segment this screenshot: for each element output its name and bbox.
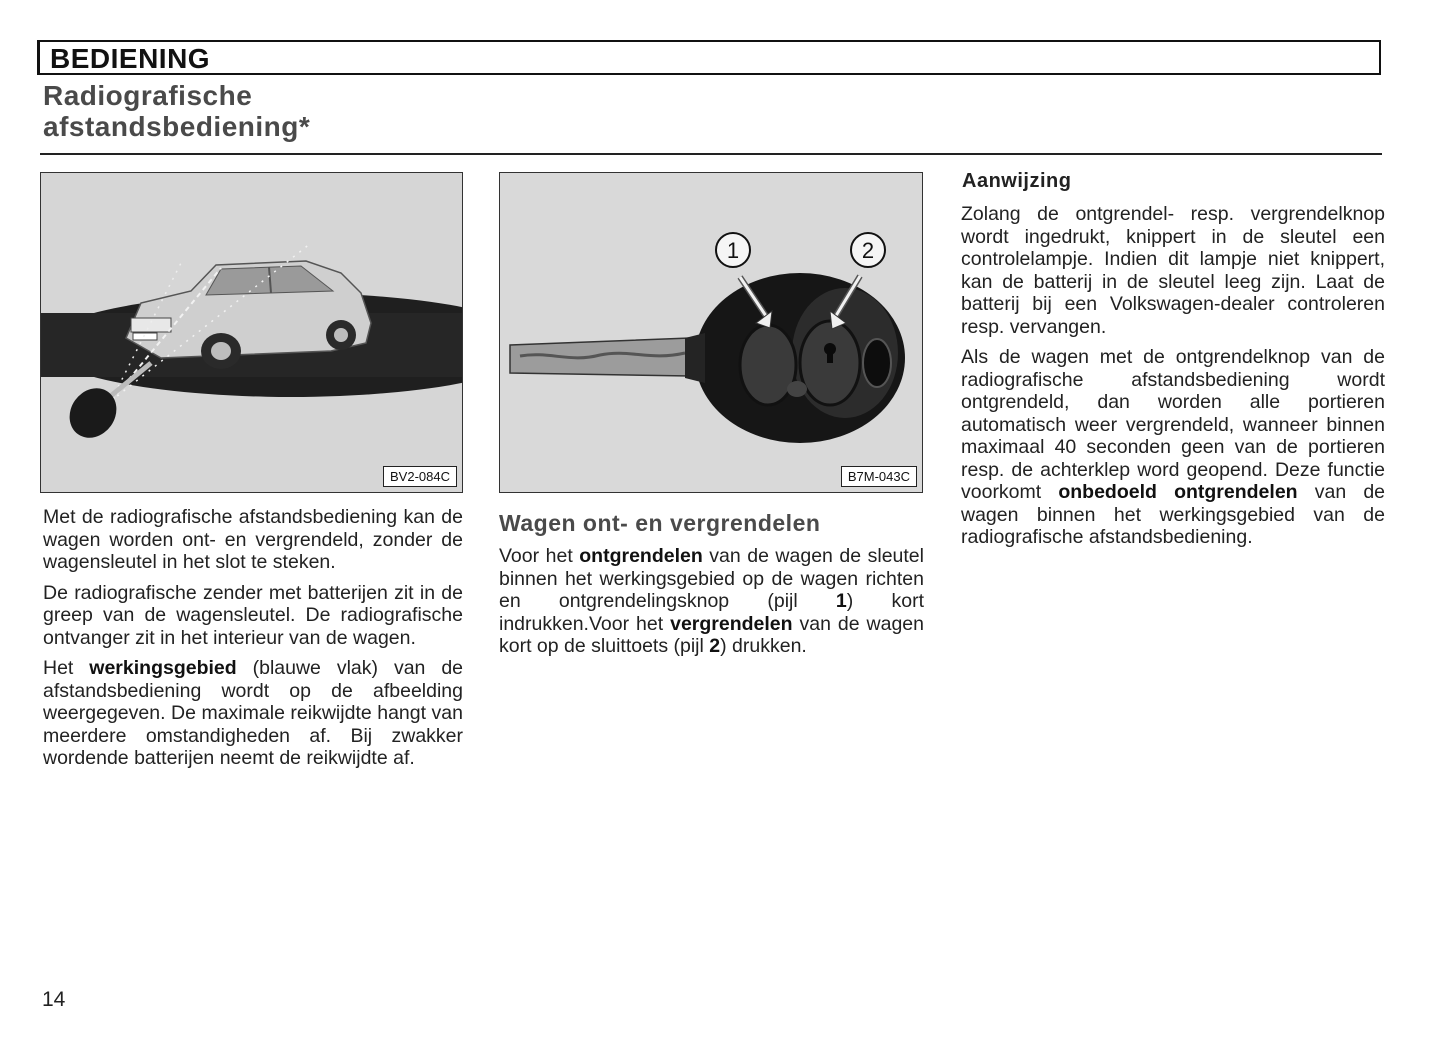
middle-text-column xyxy=(499,545,924,666)
key-illustration xyxy=(500,173,922,492)
callout-2-label: 2 xyxy=(861,238,875,263)
mid-bold-unlock: ontgrendelen xyxy=(579,545,703,567)
section-heading-locking: Wagen ont- en vergrendelen xyxy=(499,510,821,536)
section-header-title: BEDIENING xyxy=(50,43,211,74)
mid-text-b: van de wagen de sleutel binnen het werkingsgebied op de wagen richten en ontgrendelingsknop (pijl xyxy=(499,545,924,612)
figure-code-mid: B7M-043C xyxy=(841,466,917,487)
right-p2-text-b: van de wagen binnen het werkingsgebied van de radiografische afstandsbediening. xyxy=(961,481,1386,548)
page-number: 14 xyxy=(42,988,66,1011)
note-heading: Aanwijzing xyxy=(962,170,1072,192)
mid-arrow-num-1: 1 xyxy=(835,590,847,612)
mid-bold-lock: vergrendelen xyxy=(670,612,793,635)
page-title-line1: Radiografische xyxy=(43,80,253,111)
page-title-line2: afstandsbediening* xyxy=(43,111,311,142)
right-paragraph-1: Zolang de ontgrendel- resp. vergrendelknop wordt ingedrukt, knippert in de sleutel een controlelampje. Indien dit lampje niet knippert, kan de batterij in de sleutel leeg zijn. Laat de batterij bij een Volkswagen-dealer controleren resp. vervangen. xyxy=(961,203,1385,338)
left-p3-text-a: Het xyxy=(43,657,90,679)
left-p3-text-b: (blauwe vlak) van de afstandsbediening wordt op de afbeelding weergegeven. De maximale reikwijdte hangt van meerdere omstandigheden af. Bij zwakker wordende batterijen neemt de reikwijdte af. xyxy=(43,657,464,769)
right-paragraph-2 xyxy=(961,346,1385,549)
figure-car-range xyxy=(40,172,463,493)
middle-paragraph-1 xyxy=(499,545,924,658)
mid-text-d: van de wagen kort op de sluittoets (pijl xyxy=(499,612,924,657)
section-header-box xyxy=(37,40,1381,75)
right-p2-bold: onbedoeld ontgrendelen xyxy=(1058,481,1298,503)
mid-text-e: ) drukken. xyxy=(720,635,807,657)
car-range-illustration xyxy=(41,173,462,492)
callout-1-label: 1 xyxy=(726,238,740,263)
right-p2-text-a: Als de wagen met de ontgrendelknop van de radiografische afstandsbediening wordt ontgrendeld, dan worden alle portieren automatisch weer vergrendeld, wanneer binnen maximaal 40 seconden geen van de portieren resp. de achterklep word geopend. Deze functie voorkomt xyxy=(961,346,1385,503)
left-paragraph-2: De radiografische zender met batterijen zit in de greep van de wagensleutel. De radiografische ontvanger zit in het interieur van de wagen. xyxy=(43,581,463,649)
left-p3-bold: werkingsgebied xyxy=(89,657,237,679)
figure-key-buttons xyxy=(499,172,923,493)
figure-code-left: BV2-084C xyxy=(383,466,457,487)
mid-text-c: ) kort indrukken.Voor het xyxy=(499,590,925,635)
mid-arrow-num-2: 2 xyxy=(709,635,721,657)
title-divider xyxy=(40,153,1382,155)
page-title xyxy=(43,80,310,142)
left-text-column xyxy=(43,506,463,778)
left-paragraph-1: Met de radiografische afstandsbediening kan de wagen worden ont- en vergrendeld, zonder de wagensleutel in het slot te steken. xyxy=(43,506,463,573)
left-paragraph-3 xyxy=(43,657,463,770)
mid-text-a: Voor het xyxy=(499,545,580,567)
right-text-column xyxy=(961,203,1385,557)
